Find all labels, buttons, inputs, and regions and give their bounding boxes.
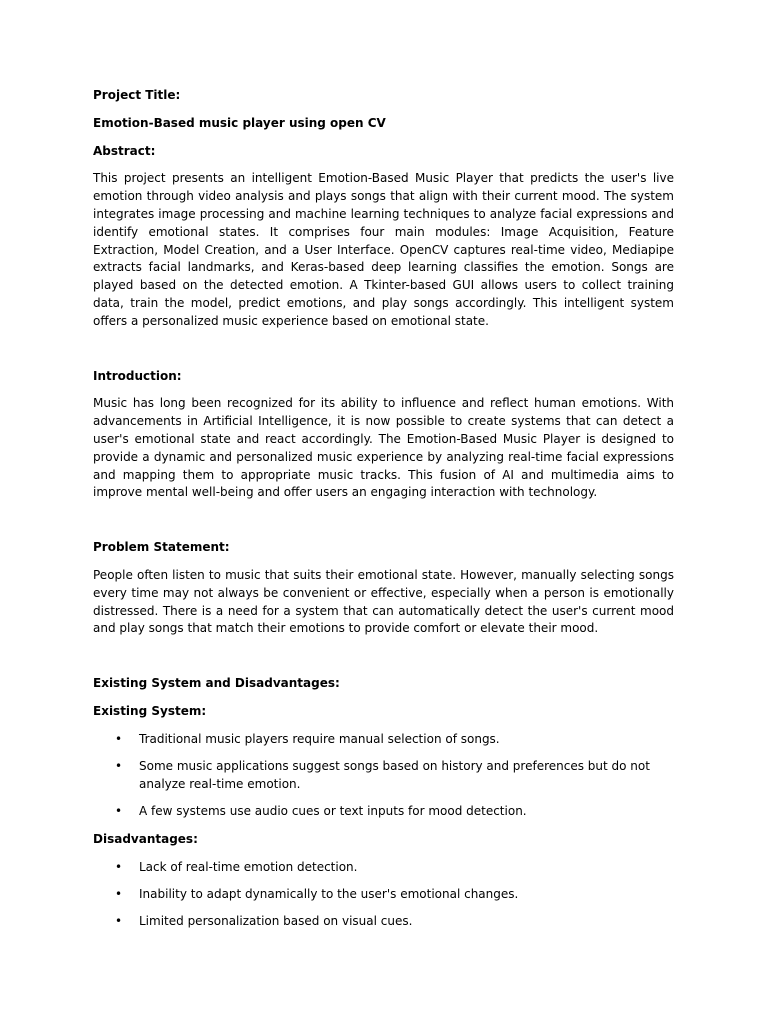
section-spacer (93, 341, 674, 368)
list-item (93, 803, 674, 821)
list-item (93, 758, 674, 794)
disadvantages-heading: Disadvantages: (93, 831, 198, 846)
introduction-text: Music has long been recognized for its ability to influence and reflect human emotions. With advancements in Artificial Intelligence, it is now possible to create systems that can detect a user's emotional state and react accordingly. The Emotion-Based Music Player is designed to provide a dynamic and personalized music experience by analyzing real-time facial expressions and mapping them to appropriate music tracks. This fusion of AI and multimedia aims to improve mental well-being and offer users an engaging interaction with technology. (93, 396, 674, 500)
list-item (93, 913, 674, 931)
problem-statement-heading: Problem Statement: (93, 540, 230, 555)
list-item (93, 886, 674, 904)
list-item-text: Inability to adapt dynamically to the user's emotional changes. (139, 887, 519, 901)
existing-system-section-heading: Existing System and Disadvantages: (93, 676, 340, 691)
bullet-icon: • (115, 914, 123, 929)
existing-system-heading: Existing System: (93, 703, 207, 718)
bullet-icon: • (115, 859, 123, 874)
list-item-text: Some music applications suggest songs based on history and preferences but do not analyze real-time emotion. (139, 759, 650, 791)
project-title-label: Project Title: (93, 88, 181, 102)
bullet-icon: • (115, 759, 123, 774)
problem-statement-text: People often listen to music that suits their emotional state. However, manually selecting songs every time may not always be convenient or effective, especially when a person is emotionally distressed. There is a need for a system that can automatically detect the user's current mood and play songs that match their emotions to provide comfort or elevate their mood. (93, 567, 674, 636)
list-item-text: Traditional music players require manual selection of songs. (139, 731, 500, 746)
list-item (93, 731, 674, 749)
abstract-text: This project presents an intelligent Emotion-Based Music Player that predicts the user's live emotion through video analysis and plays songs that align with their current mood. The system integrates image processing and machine learning techniques to analyze facial expressions and identify emotional states. It comprises four main modules: Image Acquisition, Feature Extraction, Model Creation, and a User Interface. OpenCV captures real-time video, Mediapipe extracts facial landmarks, and Keras-based deep learning classifies the emotion. Songs are played based on the detected emotion. A Tkinter-based GUI allows users to collect training data, train the model, predict emotions, and play songs accordingly. This intelligent system offers a personalized music experience based on emotional state. (93, 171, 674, 328)
existing-system-list (93, 731, 674, 821)
list-item-text: Limited personalization based on visual cues. (139, 914, 413, 929)
section-spacer (93, 648, 674, 675)
section-spacer (93, 512, 674, 539)
list-item (93, 859, 674, 877)
bullet-icon: • (115, 887, 123, 901)
introduction-heading: Introduction: (93, 368, 182, 383)
disadvantages-list (93, 859, 674, 931)
bullet-icon: • (115, 804, 123, 819)
bullet-icon: • (115, 731, 123, 746)
list-item-text: Lack of real-time emotion detection. (139, 859, 358, 874)
abstract-heading: Abstract: (93, 143, 156, 158)
project-title: Emotion-Based music player using open CV (93, 115, 386, 130)
document-page (93, 87, 674, 941)
list-item-text: A few systems use audio cues or text inputs for mood detection. (139, 804, 527, 819)
